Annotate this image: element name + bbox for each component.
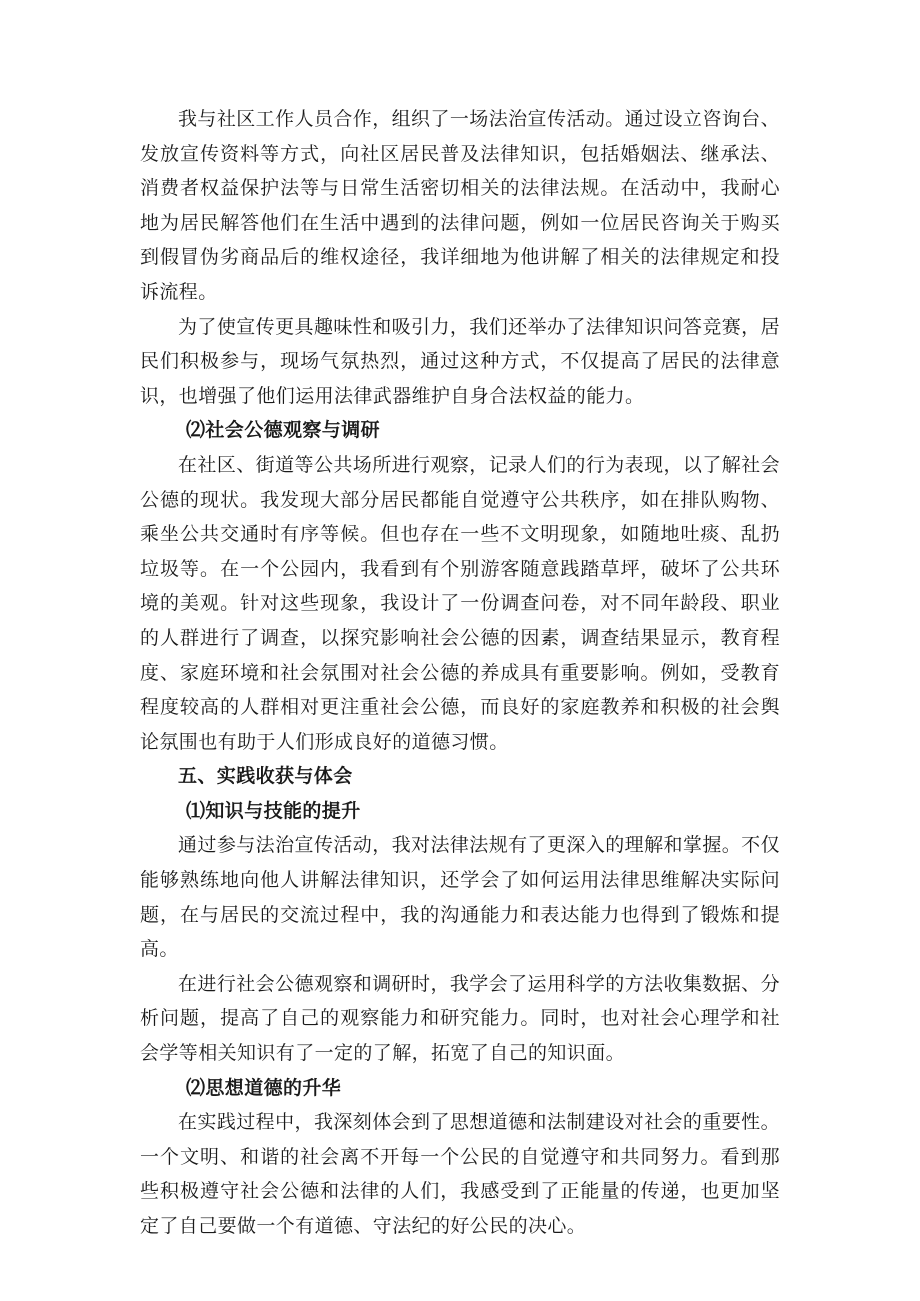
paragraph-legal-knowledge-gain: 通过参与法治宣传活动，我对法律法规有了更深入的理解和掌握。不仅能够熟练地向他人讲解法律知识，还学会了如何运用法律思维解决实际问题，在与居民的交流过程中，我的沟通能力和表达能力也得到了锻炼和提高。 [140, 834, 780, 961]
paragraph-ideology-reflection: 在实践过程中，我深刻体会到了思想道德和法制建设对社会的重要性。一个文明、和谐的社会离不开每一个公民的自觉遵守和共同努力。看到那些积极遵守社会公德和法律的人们，我感受到了正能量的传递，也更加坚定了自己要做一个有道德、守法纪的好公民的决心。 [140, 1111, 780, 1237]
heading-section-five: 五、实践收获与体会 [178, 765, 353, 788]
heading-ideology-morality: ⑵思想道德的升华 [186, 1076, 342, 1099]
document-body [140, 102, 780, 1244]
paragraph-research-skills-gain: 在进行社会公德观察和调研时，我学会了运用科学的方法收集数据、分析问题，提高了自己的观察能力和研究能力。同时，也对社会心理学和社会学等相关知识有了一定的了解，拓宽了自己的知识面。 [140, 972, 780, 1065]
paragraph-legal-campaign: 我与社区工作人员合作，组织了一场法治宣传活动。通过设立咨询台、发放宣传资料等方式，向社区居民普及法律知识，包括婚姻法、继承法、消费者权益保护法等与日常生活密切相关的法律法规。在活动中，我耐心地为居民解答他们在生活中遇到的法律问题，例如一位居民咨询关于购买到假冒伪劣商品后的维权途径，我详细地为他讲解了相关的法律规定和投诉流程。 [140, 108, 780, 303]
heading-knowledge-skills: ⑴知识与技能的提升 [186, 799, 361, 822]
paragraph-quiz-contest: 为了使宣传更具趣味性和吸引力，我们还举办了法律知识问答竞赛，居民们积极参与，现场气氛热烈，通过这种方式，不仅提高了居民的法律意识，也增强了他们运用法律武器维护自身合法权益的能力。 [140, 315, 780, 407]
paragraph-social-morality-observation: 在社区、街道等公共场所进行观察，记录人们的行为表现，以了解社会公德的现状。我发现大部分居民都能自觉遵守公共秩序，如在排队购物、乘坐公共交通时有序等候。但也存在一些不文明现象，如随地吐痰、乱扔垃圾等。在一个公园内，我看到有个别游客随意践踏草坪，破坏了公共环境的美观。针对这些现象，我设计了一份调查问卷，对不同年龄段、职业的人群进行了调查，以探究影响社会公德的因素，调查结果显示，教育程度、家庭环境和社会氛围对社会公德的养成具有重要影响。例如，受教育程度较高的人群相对更注重社会公德，而良好的家庭教养和积极的社会舆论氛围也有助于人们形成良好的道德习惯。 [140, 453, 780, 753]
heading-social-morality-survey: ⑵社会公德观察与调研 [186, 419, 381, 442]
